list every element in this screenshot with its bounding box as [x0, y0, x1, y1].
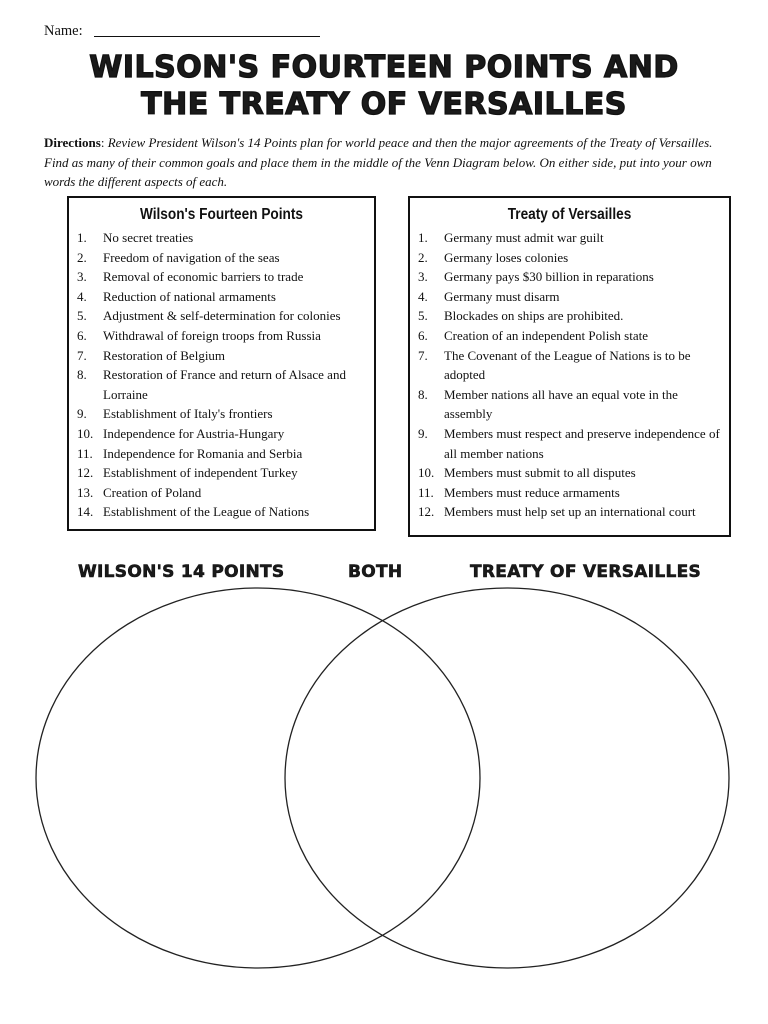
list-item-number: 5.	[418, 308, 428, 324]
list-item-number: 3.	[77, 269, 87, 285]
list-item-text: Germany must admit war guilt	[444, 230, 604, 245]
page-title-line-1: WILSON'S FOURTEEN POINTS AND	[89, 50, 679, 85]
list-item-text: No secret treaties	[103, 230, 194, 245]
directions-label: Directions	[44, 135, 101, 150]
list-item-number: 7.	[77, 347, 87, 363]
list-item-number: 6.	[77, 327, 87, 343]
list-item-number: 3.	[418, 269, 428, 285]
list-item-text: Independence for Austria-Hungary	[103, 425, 285, 441]
list-item-number: 1.	[77, 230, 87, 245]
list-item-number: 14.	[77, 504, 94, 520]
list-item-number: 8.	[418, 386, 428, 402]
list-item-text: Adjustment & self-determination for colonies	[103, 308, 341, 324]
list-item-text: The Covenant of the League of Nations is to be adopted	[444, 347, 691, 383]
list-item-number: 4.	[77, 288, 87, 304]
list-item-text: Member nations all have an equal vote in the assembly	[444, 386, 678, 422]
list-item-number: 6.	[418, 327, 428, 343]
list-item-number: 9.	[418, 425, 428, 441]
page-title-line-2: THE TREATY OF VERSAILLES	[141, 87, 627, 122]
list-item-text: Removal of economic barriers to trade	[103, 269, 304, 285]
directions: Directions: Review President Wilson's 14 Points plan for world peace and then the major agreements of the Treaty of Versailles. Find as many of their common goals and place them in the middle of the Venn Diagram below. On either side, put into your own words the different aspects of each.	[44, 135, 713, 189]
list-item-text: Members must reduce armaments	[444, 484, 620, 500]
list-item-number: 12.	[77, 465, 94, 481]
list-item-number: 13.	[77, 484, 94, 500]
list-item-text: Creation of an independent Polish state	[444, 327, 648, 343]
list-item-text: Members must help set up an international court	[444, 504, 696, 520]
list-item-text: Reduction of national armaments	[103, 288, 276, 304]
list-item-number: 12.	[418, 504, 435, 520]
list-item-text: Restoration of France and return of Alsace and Lorraine	[103, 367, 346, 402]
list-item-text: Creation of Poland	[103, 484, 202, 500]
name-label: Name:	[44, 23, 83, 39]
list-item-number: 10.	[77, 425, 94, 441]
list-item-number: 7.	[418, 347, 428, 363]
list-item-text: Members must respect and preserve independence of all member nations	[444, 425, 720, 461]
list-item-text: Establishment of the League of Nations	[103, 504, 310, 520]
venn-label-wilson: WILSON'S 14 POINTS	[78, 562, 285, 582]
venn-label-versailles: TREATY OF VERSAILLES	[470, 562, 702, 582]
list-item-number: 8.	[77, 367, 87, 383]
directions-text: Review President Wilson's 14 Points plan for world peace and then the major agreements of the Treaty of Versailles. Find as many of their common goals and place them in the middle of the Venn Diagram below. On either side, put into your own words the different aspects of each.	[44, 135, 713, 189]
list-item-number: 11.	[77, 445, 93, 461]
list-item-text: Establishment of Italy's frontiers	[103, 406, 273, 422]
list-item-text: Members must submit to all disputes	[444, 465, 636, 481]
list-item-number: 2.	[418, 249, 428, 265]
wilson-points-heading: Wilson's Fourteen Points	[139, 206, 304, 223]
list-item-text: Withdrawal of foreign troops from Russia	[103, 327, 321, 343]
list-item-number: 9.	[77, 406, 87, 422]
list-item-text: Restoration of Belgium	[103, 347, 226, 363]
list-item-text: Establishment of independent Turkey	[103, 465, 298, 481]
list-item-text: Germany loses colonies	[444, 249, 569, 265]
list-item-number: 2.	[77, 249, 87, 265]
list-item-number: 10.	[418, 465, 435, 481]
list-item-text: Blockades on ships are prohibited.	[444, 308, 624, 324]
versailles-heading: Treaty of Versailles	[507, 206, 632, 223]
list-item-number: 11.	[418, 484, 434, 500]
list-item-text: Freedom of navigation of the seas	[103, 249, 280, 265]
list-item-number: 4.	[418, 288, 428, 304]
list-item-number: 5.	[77, 308, 87, 324]
venn-circle-versailles[interactable]	[285, 588, 729, 968]
list-item-text: Germany pays $30 billion in reparations	[444, 269, 654, 285]
list-item-text: Germany must disarm	[444, 288, 560, 304]
venn-circle-wilson[interactable]	[36, 588, 480, 968]
venn-label-both: BOTH	[348, 562, 403, 582]
list-item-number: 1.	[418, 230, 428, 245]
list-item-text: Independence for Romania and Serbia	[103, 445, 303, 461]
